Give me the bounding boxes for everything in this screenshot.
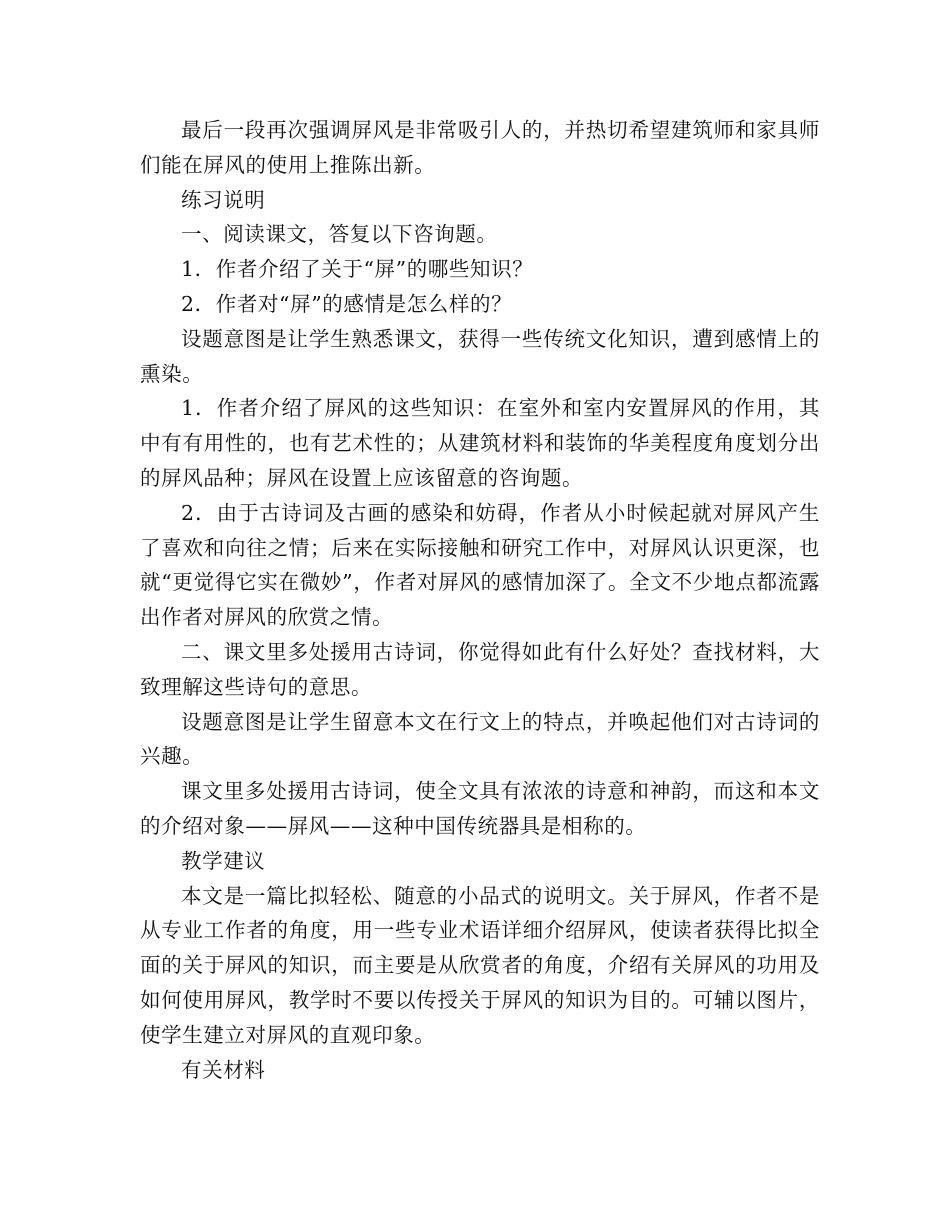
exercise-two-intent: 设题意图是让学生留意本文在行文上的特点，并唤起他们对古诗词的兴趣。 (140, 709, 820, 769)
exercise-one-intent: 设题意图是让学生熟悉课文，获得一些传统文化知识，遭到感情上的熏染。 (140, 326, 820, 386)
exercise-one-question-1: 1．作者介绍了关于“屏”的哪些知识？ (181, 257, 534, 282)
exercise-one-answer-1: 1．作者介绍了屏风的这些知识：在室外和室内安置屏风的作用，其中有有用性的，也有艺术性的；从建筑材料和装饰的华美程度角度划分出的屏风品种；屏风在设置上应该留意的咨询题。 (140, 396, 820, 490)
section-heading-related-materials: 有关材料 (181, 1057, 266, 1082)
exercise-one-prompt: 一、阅读课文，答复以下咨询题。 (181, 222, 498, 247)
exercise-two-prompt: 二、课文里多处援用古诗词，你觉得如此有什么好处？查找材料，大致理解这些诗句的意思。 (140, 639, 820, 699)
paragraph-closing-summary: 最后一段再次强调屏风是非常吸引人的，并热切希望建筑师和家具师们能在屏风的使用上推陈出新。 (140, 118, 820, 177)
section-heading-teaching-suggestions: 教学建议 (181, 848, 266, 873)
section-heading-exercise-notes: 练习说明 (181, 187, 266, 212)
document-page (140, 113, 820, 1087)
exercise-one-answer-2: 2．由于古诗词及古画的感染和妨碍，作者从小时候起就对屏风产生了喜欢和向往之情；后来在实际接触和研究工作中，对屏风认识更深，也就“更觉得它实在微妙”，作者对屏风的感情加深了。全文不少地点都流露出作者对屏风的欣赏之情。 (140, 500, 820, 630)
exercise-two-answer: 课文里多处援用古诗词，使全文具有浓浓的诗意和神韵，而这和本文的介绍对象——屏风——这种中国传统器具是相称的。 (140, 779, 820, 838)
exercise-one-question-2: 2．作者对“屏”的感情是怎么样的？ (181, 291, 513, 316)
teaching-suggestions-body: 本文是一篇比拟轻松、随意的小品式的说明文。关于屏风，作者不是从专业工作者的角度，用一些专业术语详细介绍屏风，使读者获得比拟全面的关于屏风的知识，而主要是从欣赏者的角度，介绍有关屏风的功用及如何使用屏风，教学时不要以传授关于屏风的知识为目的。可辅以图片，使学生建立对屏风的直观印象。 (140, 883, 820, 1047)
